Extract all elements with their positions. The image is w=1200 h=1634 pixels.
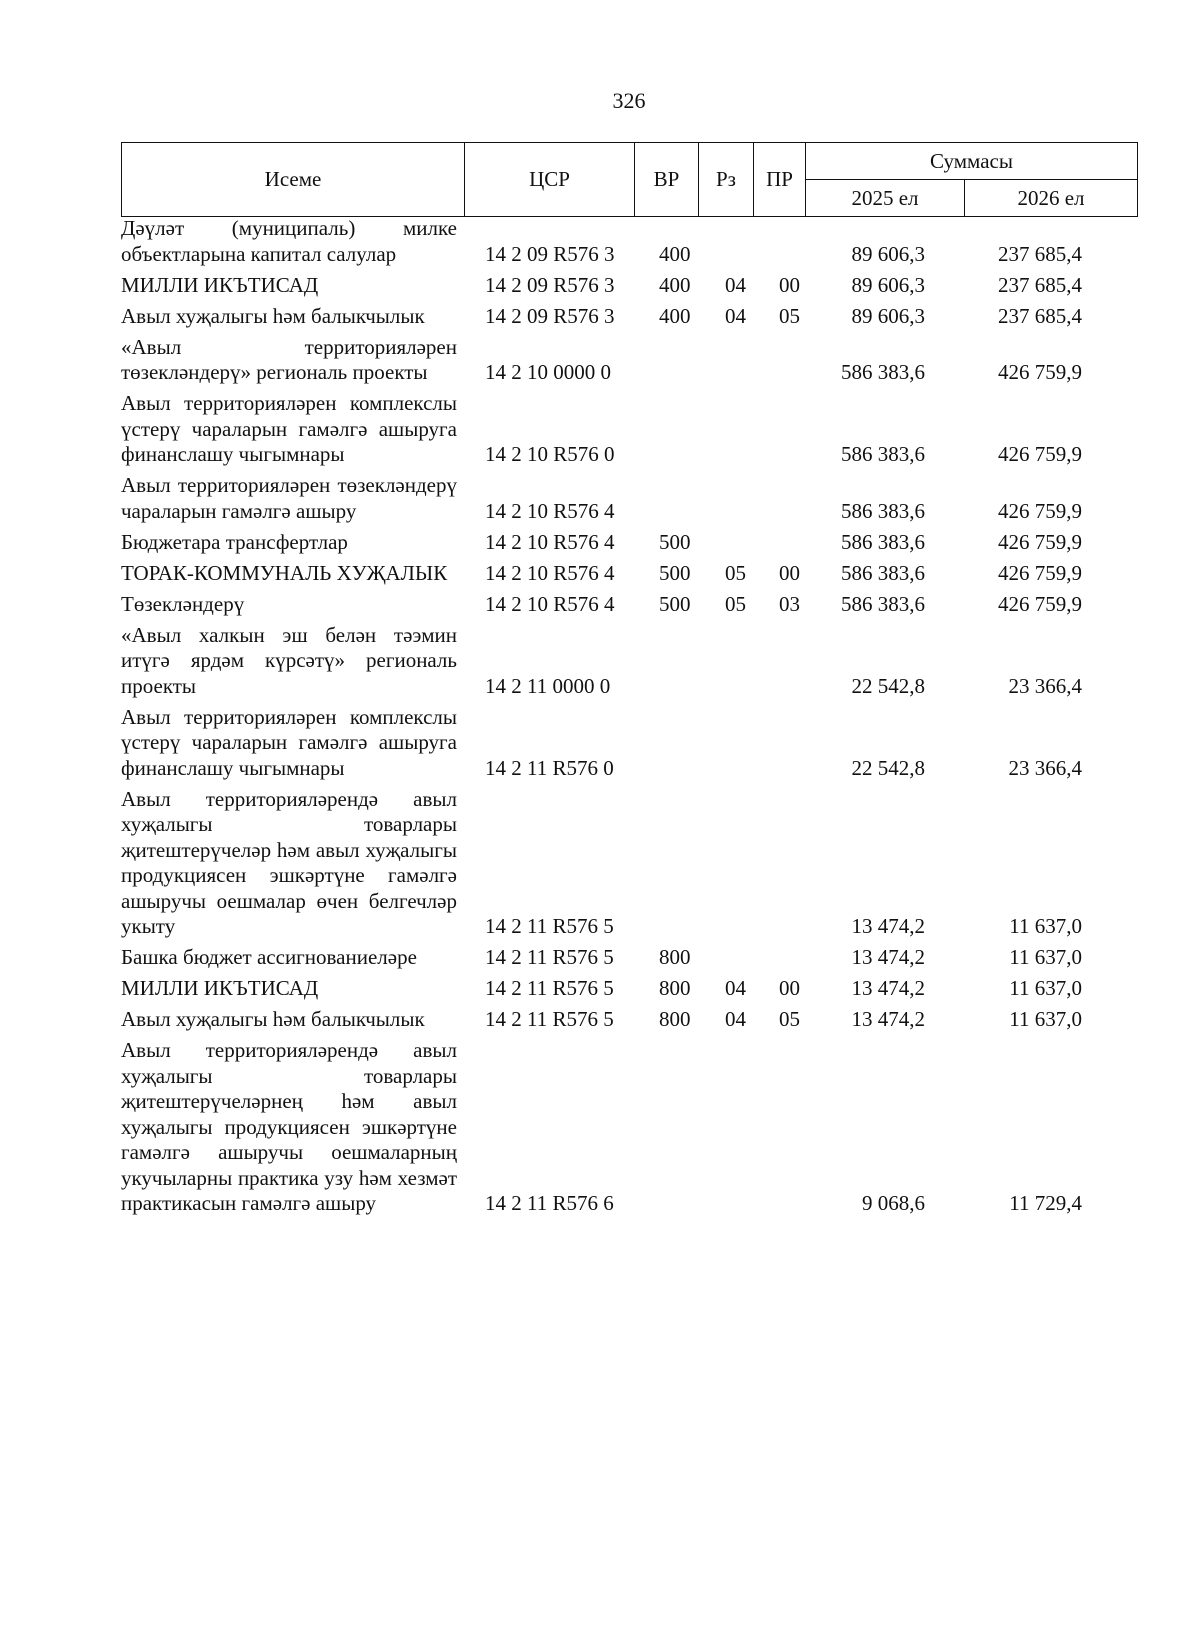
- row-pr-code: 00: [779, 560, 800, 585]
- budget-table-body: [121, 216, 1137, 1222]
- row-rz-code: 04: [725, 976, 746, 1000]
- row-name: Авыл территорияләрен комплекслы үстерү чараларын гамәлгә ашыруга финанслашу чыгымнары: [121, 391, 457, 466]
- row-name: Башка бюджет ассигнованиеләре: [121, 945, 417, 969]
- row-rz-code: 04: [725, 303, 746, 328]
- row-pr-code: 05: [779, 1007, 800, 1031]
- table-row: [121, 273, 1137, 299]
- table-row: [121, 335, 1137, 386]
- row-sum-2025: 586 383,6: [841, 442, 925, 466]
- row-sum-2025: 586 383,6: [841, 360, 925, 384]
- row-sum-2025: 586 383,6: [841, 560, 925, 585]
- row-sum-2025: 22 542,8: [851, 673, 925, 698]
- column-header-pr: ПР: [754, 143, 806, 217]
- row-sum-2026: 237 685,4: [998, 241, 1082, 266]
- row-sum-2025: 89 606,3: [851, 272, 925, 297]
- row-csr-code: 14 2 11 R576 5: [485, 1007, 614, 1031]
- table-row: [121, 1038, 1137, 1217]
- row-vr-code: 400: [659, 303, 691, 328]
- column-header-year-2025: 2025 ел: [806, 180, 965, 217]
- row-csr-code: 14 2 10 R576 4: [485, 498, 615, 523]
- column-header-csr: ЦСР: [465, 143, 635, 217]
- row-csr-code: 14 2 11 R576 5: [485, 945, 614, 969]
- row-name: Бюджетара трансфертлар: [121, 529, 348, 554]
- table-row: [121, 391, 1137, 468]
- row-sum-2025: 13 474,2: [851, 945, 925, 969]
- row-csr-code: 14 2 11 R576 5: [485, 914, 614, 938]
- row-pr-code: 00: [779, 976, 800, 1000]
- table-row: [121, 592, 1137, 618]
- row-sum-2026: 426 759,9: [998, 498, 1082, 523]
- row-vr-code: 800: [659, 945, 691, 969]
- row-sum-2026: 426 759,9: [998, 529, 1082, 554]
- row-csr-code: 14 2 10 0000 0: [485, 360, 611, 384]
- table-row: [121, 623, 1137, 700]
- table-row: [121, 705, 1137, 782]
- row-name: ТОРАК-КОММУНАЛЬ ХУҖАЛЫК: [121, 560, 448, 585]
- row-vr-code: 400: [659, 241, 691, 266]
- row-sum-2026: 11 637,0: [1009, 1007, 1082, 1031]
- row-sum-2025: 89 606,3: [851, 303, 925, 328]
- row-rz-code: 04: [725, 1007, 746, 1031]
- row-csr-code: 14 2 09 R576 3: [485, 241, 615, 266]
- row-csr-code: 14 2 11 R576 0: [485, 755, 614, 780]
- row-csr-code: 14 2 11 R576 6: [485, 1191, 614, 1215]
- row-csr-code: 14 2 10 R576 4: [485, 591, 615, 616]
- row-pr-code: 03: [779, 591, 800, 616]
- row-csr-code: 14 2 11 R576 5: [485, 976, 614, 1000]
- table-row: [121, 473, 1137, 524]
- row-vr-code: 800: [659, 1007, 691, 1031]
- row-vr-code: 800: [659, 976, 691, 1000]
- column-header-year-2026: 2026 ел: [965, 180, 1138, 217]
- table-row: [121, 976, 1137, 1002]
- row-sum-2026: 23 366,4: [1008, 673, 1082, 698]
- row-name: «Авыл халкын эш белән тәэмин итүгә ярдәм күрсәтү» региональ проекты: [121, 622, 457, 698]
- row-pr-code: 00: [779, 272, 800, 297]
- row-name: Авыл территорияләрен комплекслы үстерү чараларын гамәлгә ашыруга финанслашу чыгымнары: [121, 704, 457, 780]
- row-sum-2026: 237 685,4: [998, 272, 1082, 297]
- row-sum-2026: 426 759,9: [998, 591, 1082, 616]
- row-csr-code: 14 2 11 0000 0: [485, 673, 611, 698]
- table-header: [121, 142, 1138, 217]
- row-vr-code: 500: [659, 591, 691, 616]
- row-vr-code: 500: [659, 529, 691, 554]
- table-row: [121, 530, 1137, 556]
- row-sum-2025: 586 383,6: [841, 529, 925, 554]
- row-name: Дәүләт (муниципаль) милке объектларына капитал салулар: [121, 216, 457, 266]
- row-sum-2026: 23 366,4: [1008, 755, 1082, 780]
- row-csr-code: 14 2 09 R576 3: [485, 272, 615, 297]
- row-name: Авыл территорияләрендә авыл хуҗалыгы товарлары җитештерүчеләр һәм авыл хуҗалыгы продукциясен эшкәртүне гамәлгә ашыручы оешмалар өчен белгечләр укыту: [121, 786, 457, 938]
- row-name: Авыл территорияләрендә авыл хуҗалыгы товарлары җитештерүчеләрнең һәм авыл хуҗалыгы продукциясен эшкәртүне гамәлгә ашыручы оешмаларның укучыларны практика узу һәм хезмәт практикасын гамәлгә ашыру: [121, 1038, 457, 1215]
- row-name: МИЛЛИ ИКЪТИСАД: [121, 272, 319, 297]
- row-sum-2025: 586 383,6: [841, 498, 925, 523]
- column-header-rz: Рз: [699, 143, 754, 217]
- row-rz-code: 05: [725, 560, 746, 585]
- row-csr-code: 14 2 10 R576 4: [485, 529, 615, 554]
- row-sum-2025: 13 474,2: [851, 914, 925, 938]
- row-vr-code: 400: [659, 272, 691, 297]
- row-sum-2025: 9 068,6: [862, 1191, 925, 1215]
- table-row: [121, 304, 1137, 330]
- row-sum-2026: 11 637,0: [1009, 976, 1082, 1000]
- row-name: Авыл территорияләрен төзекләндерү чараларын гамәлгә ашыру: [121, 473, 457, 523]
- row-pr-code: 05: [779, 303, 800, 328]
- row-sum-2026: 237 685,4: [998, 303, 1082, 328]
- table-row: [121, 561, 1137, 587]
- row-name: Төзекләндерү: [121, 591, 245, 616]
- row-vr-code: 500: [659, 560, 691, 585]
- column-header-sum: Суммасы: [806, 143, 1138, 180]
- row-sum-2025: 586 383,6: [841, 591, 925, 616]
- row-sum-2026: 11 637,0: [1009, 914, 1082, 938]
- row-csr-code: 14 2 10 R576 4: [485, 560, 615, 585]
- row-name: МИЛЛИ ИКЪТИСАД: [121, 976, 319, 1000]
- row-csr-code: 14 2 09 R576 3: [485, 303, 615, 328]
- row-sum-2025: 89 606,3: [851, 241, 925, 266]
- row-name: Авыл хуҗалыгы һәм балыкчылык: [121, 303, 425, 328]
- row-name: Авыл хуҗалыгы һәм балыкчылык: [121, 1007, 425, 1031]
- row-name: «Авыл территорияләрен төзекләндерү» региональ проекты: [121, 334, 457, 384]
- row-sum-2025: 22 542,8: [851, 755, 925, 780]
- table-row: [121, 787, 1137, 940]
- row-rz-code: 04: [725, 272, 746, 297]
- row-rz-code: 05: [725, 591, 746, 616]
- row-sum-2026: 426 759,9: [998, 560, 1082, 585]
- row-sum-2025: 13 474,2: [851, 1007, 925, 1031]
- column-header-vr: ВР: [635, 143, 699, 217]
- row-sum-2026: 11 637,0: [1009, 945, 1082, 969]
- column-header-name: Исеме: [122, 143, 465, 217]
- table-row: [121, 216, 1137, 267]
- row-csr-code: 14 2 10 R576 0: [485, 442, 615, 466]
- table-row: [121, 1007, 1137, 1033]
- row-sum-2026: 426 759,9: [998, 442, 1082, 466]
- row-sum-2026: 426 759,9: [998, 360, 1082, 384]
- row-sum-2026: 11 729,4: [1009, 1191, 1082, 1215]
- table-row: [121, 945, 1137, 971]
- page-number: 326: [612, 88, 646, 113]
- row-sum-2025: 13 474,2: [851, 976, 925, 1000]
